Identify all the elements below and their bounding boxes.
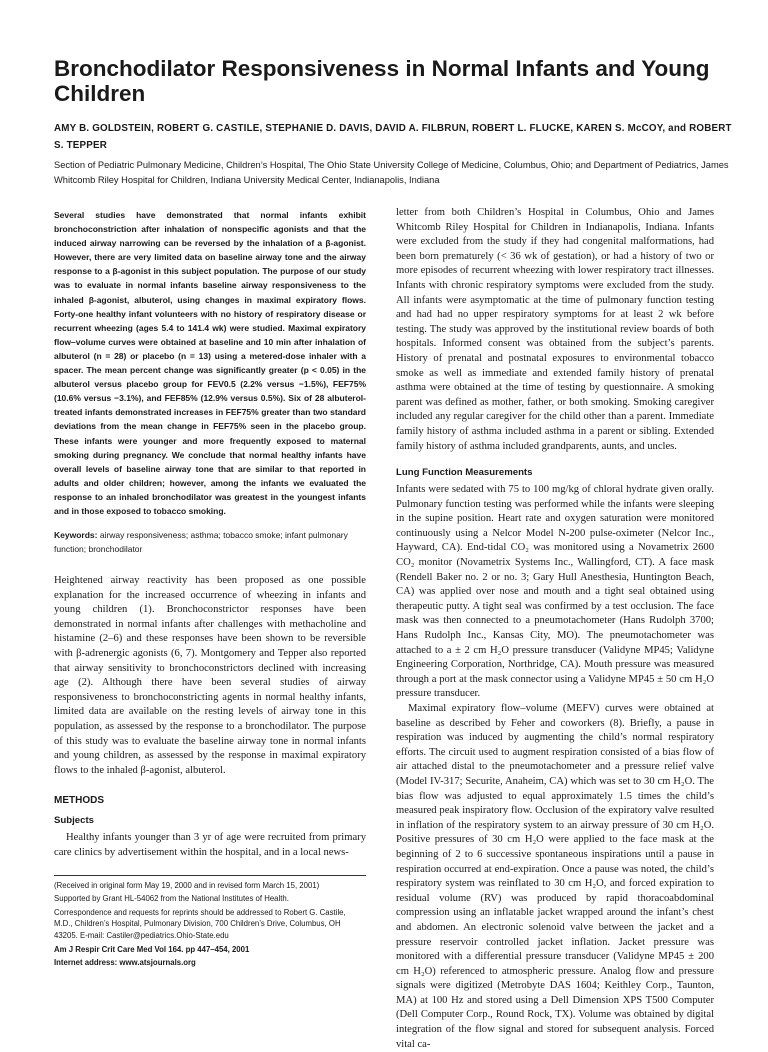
article-title: Bronchodilator Responsiveness in Normal Infants and Young Children [54, 56, 710, 106]
introduction-paragraph: Heightened airway reactivity has been proposed as one possible explanation for the increased occurrence of wheezing in infants and young children (1). Bronchoconstrictor responses have been demonstrated in normal infants after challenges with methacholine and histamine (2–6) and these responses have been shown to be reversible with β-adrenergic agonists (6, 7). Montgomery and Tepper also reported that airway sensitivity to bronchoconstrictors declined with increasing age (2). Although there have been several studies of airway responsiveness to bronchoconstricting agents in normal healthy infants, limited data are available on the resting levels of airway tone in this population, as assessed by the response to a bronchodilator. The purpose of this study was to evaluate the baseline airway tone in normal infants and young children, as assessed by the response in maximal expiratory flows to the inhaled β-agonist, albuterol. [54, 575, 366, 776]
affiliation: Section of Pediatric Pulmonary Medicine, Children’s Hospital, The Ohio State University College of Medicine, Columbus, Ohio; and Department of Pediatrics, James Whitcomb Riley Hospital for Children, Indiana University Medical Center, Indianapolis, Indiana [54, 160, 729, 185]
subjects-heading: Subjects [54, 815, 94, 827]
right-column [396, 206, 714, 1052]
lung-function-paragraph-1: Infants were sedated with 75 to 100 mg/kg of chloral hydrate given orally. Pulmonary function testing was performed while the infants were sleeping in the supine position. Heart rate and oxygen saturation were monitored continuously using a Nelcor Model N-200 pulse-oximeter (Nelcor Inc., Hayward, CA). End-tidal CO₂ was monitored using a Novametrix 2600 CO₂ monitor (Novametrix Systems Inc., Wallingford, CT). A face mask (Rendell Baker no. 2 or no. 3; Gary Hull Anesthesia, Huntington Beach, CA) was applied over nose and mouth and a tight seal obtained using therapeutic putty. A tight seal was confirmed by a test occlusion. The face mask was then connected to a pneumotachometer (Hans Rudolph 3700; Hans Rudolph Inc., Kansas City, MO). The pneumotachometer was attached to a ± 2 cm H₂O pressure transducer (Validyne MP45; Validyne Engineering Corporation, Northridge, CA). Mouth pressure was measured through a port at the mask connector using a Validyne MP45 ± 50 cm H₂O pressure transducer. [396, 484, 714, 700]
keywords-list: airway responsiveness; asthma; tobacco smoke; infant pulmonary function; bronchodilator [54, 530, 348, 555]
correspondence: Correspondence and requests for reprints should be addressed to Robert G. Castile, M.D., Children’s Hospital, Pulmonary Division, 700 Children’s Drive, Columbus, OH 43205. E-mail: Castiler@pediatrics.Ohio-State.edu [54, 907, 346, 940]
subjects-continued: letter from both Children’s Hospital in Columbus, Ohio and James Whitcomb Riley Hospital for Children in Indianapolis, Indiana. Infants were excluded from the study if they had congenital malformations, had been born prematurely (< 36 wk of gestation), or had a history of two or more episodes of recurrent wheezing with lower respiratory tract illnesses. Infants with chronic respiratory symptoms were excluded from the study. All infants were asymptomatic at the time of pulmonary function testing and had had no upper respiratory symptoms for at least 2 wk before testing. The study was approved by the institutional review boards of both hospitals. Informed consent was obtained from the subject’s parents. History of prenatal and postnatal exposures to environmental tobacco smoke as well as immediate and extended family history of prenatal asthma were obtained at the time of testing by questionnaire. A smoking parent was defined as mother, father, or both smoking. Smoking caregiver included any regular caregiver for the child other than a parent. Immediate family history of asthma included asthma in a parent or sibling. Extended family history of asthma included grandparents, aunts, and uncles. [396, 207, 714, 452]
keywords [54, 528, 366, 556]
received-dates: (Received in original form May 19, 2000 and in revised form March 15, 2001) [54, 880, 320, 890]
lung-function-paragraph-2: Maximal expiratory flow–volume (MEFV) curves were obtained at baseline as described by Feher and coworkers (8). Briefly, a pause in respiration was induced by augmenting the child’s normal respiratory efforts. The circuit used to augment respiration consisted of a bias flow of air attached distal to the pneumotachometer and a pressure relief valve (Model IV-317; Securite, Anaheim, CA) which was set to 30 cm H₂O. The bias flow was adjusted to equal approximately 1.5 times the child’s measured peak inspiratory flow. Occlusion of the expiratory valve resulted in inflation of the respiratory system to an airway pressure of 30 cm H₂O. Positive pressures of 30 cm H₂O were applied to the face mask at the beginning of 2 to 6 successive spontaneous inspirations until a pause in respiration occurred at end-expiration. Once a pause was noted, the child’s respiratory system was reinflated to 30 cm H₂O, and forced expiration to residual volume (RV) was produced by rapid thoracoabdominal compression using an inflatable jacket wrapped around the infant’s chest and abdomen. An electronic solenoid valve between the jacket and a pressure reservoir controlled jacket inflation. Jacket pressure was monitored with a differential pressure transducer (Validyne MP45 ± 200 cm H₂O) referenced to atmospheric pressure. Analog flow and pressure signals were digitized (Metrobyte DAS 1604; Keithley Corp., Taunton, MA) at 100 Hz and stored using a Dell Dimension XPS T500 Computer (Dell Computer Corp., Round Rock, TX). Volume was obtained by digital integration of the flow signal and stored for subsequent analysis. Forced vital ca- [396, 703, 714, 1050]
grant-support: Supported by Grant HL-54062 from the National Institutes of Health. [54, 894, 289, 904]
abstract: Several studies have demonstrated that normal infants exhibit bronchoconstriction after inhalation of nonspecific agonists and that the induced airway narrowing can be reversed by the inhalation of a β-agonist. However, there are very limited data on baseline airway tone and the airway response to a β-agonist in this subject population. The purpose of our study was to evaluate in normal infants baseline airway responsiveness to the inhaled β-agonist, albuterol, using changes in maximal expiratory flows. Forty-one healthy infant volunteers with no history of respiratory disease or recurrent wheezing (ages 5.4 to 141.4 wk) were studied. Maximal expiratory flow–volume curves were obtained at baseline and 10 min after inhalation of albuterol (n = 28) or placebo (n = 13) using a metered-dose inhaler with a spacer. The mean percent change was significantly greater (p < 0.05) in the albuterol versus placebo group for FEV0.5 (2.2% versus −1.5%), FEF75% (10.6% versus −3.1%), and FEF85% (12.9% versus 0.5%). Six of 28 albuterol-treated infants demonstrated increases in FEF75% greater than two standard deviations from the mean change in FEF75% seen in the placebo group. These infants were younger and more frequently exposed to maternal smoking during pregnancy. We conclude that normal healthy infants have overall levels of baseline airway tone that are similar to that reported in adults and older children; however, among the infants we evaluated the response to an inhaled bronchodilator was greatest in the youngest infants and in those exposed to tobacco smoking. [54, 210, 366, 516]
lung-function-heading: Lung Function Measurements [396, 467, 533, 479]
internet-address: Internet address: www.atsjournals.org [54, 958, 196, 968]
subjects-paragraph: Healthy infants younger than 3 yr of age were recruited from primary care clinics by advertisement within the hospital, and in a local news- [54, 832, 366, 858]
footnote-divider [54, 875, 366, 876]
author-list: AMY B. GOLDSTEIN, ROBERT G. CASTILE, STEPHANIE D. DAVIS, DAVID A. FILBRUN, ROBERT L. FLUCKE, KAREN S. McCOY, and ROBERT S. TEPPER [54, 123, 732, 151]
methods-heading: METHODS [54, 795, 104, 807]
left-column [54, 208, 366, 969]
keywords-label: Keywords: [54, 530, 98, 541]
journal-citation: Am J Respir Crit Care Med Vol 164. pp 447–454, 2001 [54, 944, 250, 954]
